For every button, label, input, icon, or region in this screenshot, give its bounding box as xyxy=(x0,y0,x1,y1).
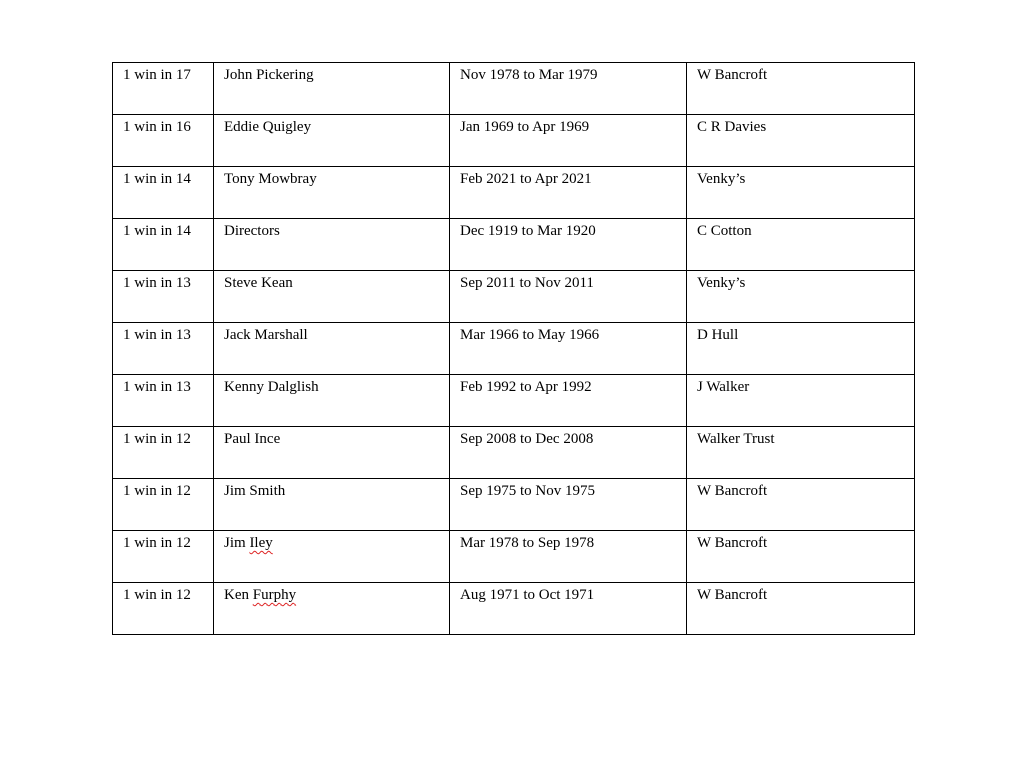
table-row xyxy=(113,531,915,583)
record-cell: 1 win in 12 xyxy=(113,427,214,479)
manager-cell: Paul Ince xyxy=(214,427,450,479)
table-row xyxy=(113,427,915,479)
owner-cell: C Cotton xyxy=(687,219,915,271)
table-row xyxy=(113,375,915,427)
period-cell: Dec 1919 to Mar 1920 xyxy=(450,219,687,271)
period-cell: Sep 2011 to Nov 2011 xyxy=(450,271,687,323)
spellcheck-flagged-word[interactable]: Iley xyxy=(249,535,273,551)
manager-cell: Jack Marshall xyxy=(214,323,450,375)
manager-cell: Directors xyxy=(214,219,450,271)
table-row xyxy=(113,63,915,115)
manager-cell xyxy=(214,531,450,583)
manager-cell: Steve Kean xyxy=(214,271,450,323)
period-cell: Jan 1969 to Apr 1969 xyxy=(450,115,687,167)
owner-cell: Venky’s xyxy=(687,271,915,323)
period-cell: Feb 1992 to Apr 1992 xyxy=(450,375,687,427)
owner-cell: Walker Trust xyxy=(687,427,915,479)
period-cell: Sep 1975 to Nov 1975 xyxy=(450,479,687,531)
table-row xyxy=(113,323,915,375)
record-cell: 1 win in 13 xyxy=(113,271,214,323)
period-cell: Mar 1978 to Sep 1978 xyxy=(450,531,687,583)
period-cell: Nov 1978 to Mar 1979 xyxy=(450,63,687,115)
period-cell: Aug 1971 to Oct 1971 xyxy=(450,583,687,635)
record-cell: 1 win in 12 xyxy=(113,531,214,583)
winless-runs-table xyxy=(112,62,915,635)
manager-cell: John Pickering xyxy=(214,63,450,115)
record-cell: 1 win in 14 xyxy=(113,219,214,271)
manager-cell: Tony Mowbray xyxy=(214,167,450,219)
record-cell: 1 win in 16 xyxy=(113,115,214,167)
table-row xyxy=(113,271,915,323)
owner-cell: D Hull xyxy=(687,323,915,375)
table-row xyxy=(113,167,915,219)
manager-cell: Kenny Dalglish xyxy=(214,375,450,427)
period-cell: Feb 2021 to Apr 2021 xyxy=(450,167,687,219)
table-row xyxy=(113,219,915,271)
period-cell: Sep 2008 to Dec 2008 xyxy=(450,427,687,479)
manager-cell: Eddie Quigley xyxy=(214,115,450,167)
owner-cell: W Bancroft xyxy=(687,531,915,583)
record-cell: 1 win in 13 xyxy=(113,375,214,427)
manager-cell xyxy=(214,583,450,635)
owner-cell: W Bancroft xyxy=(687,583,915,635)
owner-cell: J Walker xyxy=(687,375,915,427)
record-cell: 1 win in 12 xyxy=(113,479,214,531)
record-cell: 1 win in 14 xyxy=(113,167,214,219)
owner-cell: Venky’s xyxy=(687,167,915,219)
table-row xyxy=(113,583,915,635)
record-cell: 1 win in 13 xyxy=(113,323,214,375)
owner-cell: C R Davies xyxy=(687,115,915,167)
record-cell: 1 win in 12 xyxy=(113,583,214,635)
record-cell: 1 win in 17 xyxy=(113,63,214,115)
table-row xyxy=(113,115,915,167)
period-cell: Mar 1966 to May 1966 xyxy=(450,323,687,375)
manager-first-name: Ken xyxy=(224,587,249,603)
manager-cell: Jim Smith xyxy=(214,479,450,531)
table-row xyxy=(113,479,915,531)
owner-cell: W Bancroft xyxy=(687,479,915,531)
owner-cell: W Bancroft xyxy=(687,63,915,115)
spellcheck-flagged-word[interactable]: Furphy xyxy=(252,587,297,603)
manager-first-name: Jim xyxy=(224,535,246,551)
